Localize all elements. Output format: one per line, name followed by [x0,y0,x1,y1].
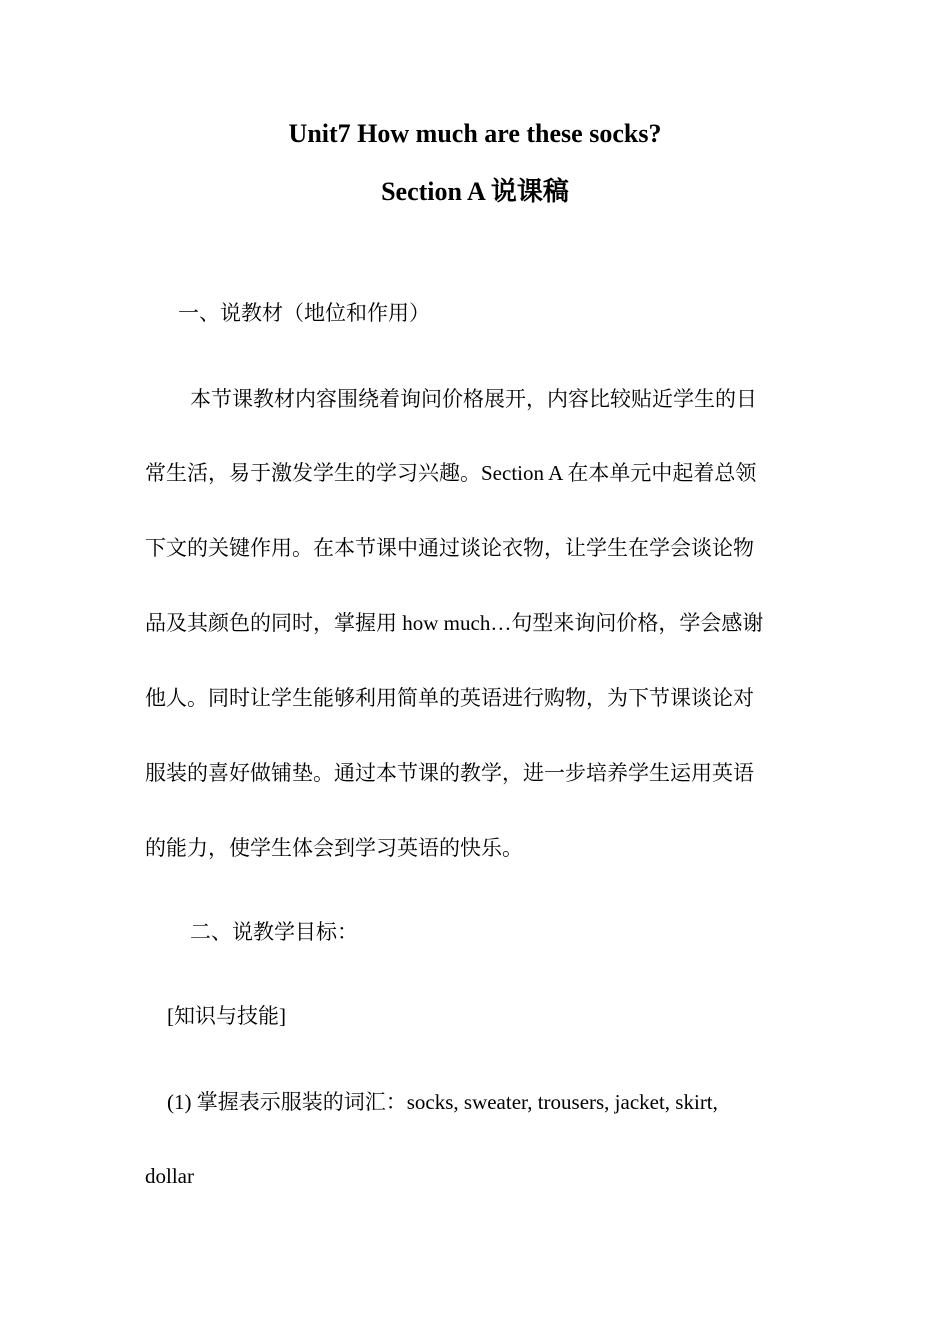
paragraph-line: 他人。同时让学生能够利用简单的英语进行购物，为下节课谈论对 [145,686,754,710]
paragraph-line: 常生活，易于激发学生的学习兴趣。Section A 在本单元中起着总领 [145,461,757,485]
section-heading-teaching-objectives: 二、说教学目标： [190,920,358,944]
paragraph-line: 服装的喜好做铺垫。通过本节课的教学，进一步培养学生运用英语 [145,761,754,785]
document-subtitle: Section A 说课稿 [381,177,569,206]
list-item-vocabulary-continued: dollar [145,1164,194,1188]
document-title: Unit7 How much are these socks? [288,119,662,148]
paragraph-line: 下文的关键作用。在本节课中通过谈论衣物，让学生在学会谈论物 [145,536,754,560]
paragraph-line: 的能力，使学生体会到学习英语的快乐。 [145,836,523,860]
paragraph-line: 品及其颜色的同时，掌握用 how much…句型来询问价格，学会感谢 [145,611,764,635]
subheading-knowledge-skills: [知识与技能] [167,1004,286,1028]
section-heading-teaching-material: 一、说教材（地位和作用） [178,301,430,325]
list-item-vocabulary: (1) 掌握表示服装的词汇：socks, sweater, trousers, jacket, skirt, [167,1090,718,1114]
paragraph-line: 本节课教材内容围绕着询问价格展开，内容比较贴近学生的日 [190,387,757,411]
